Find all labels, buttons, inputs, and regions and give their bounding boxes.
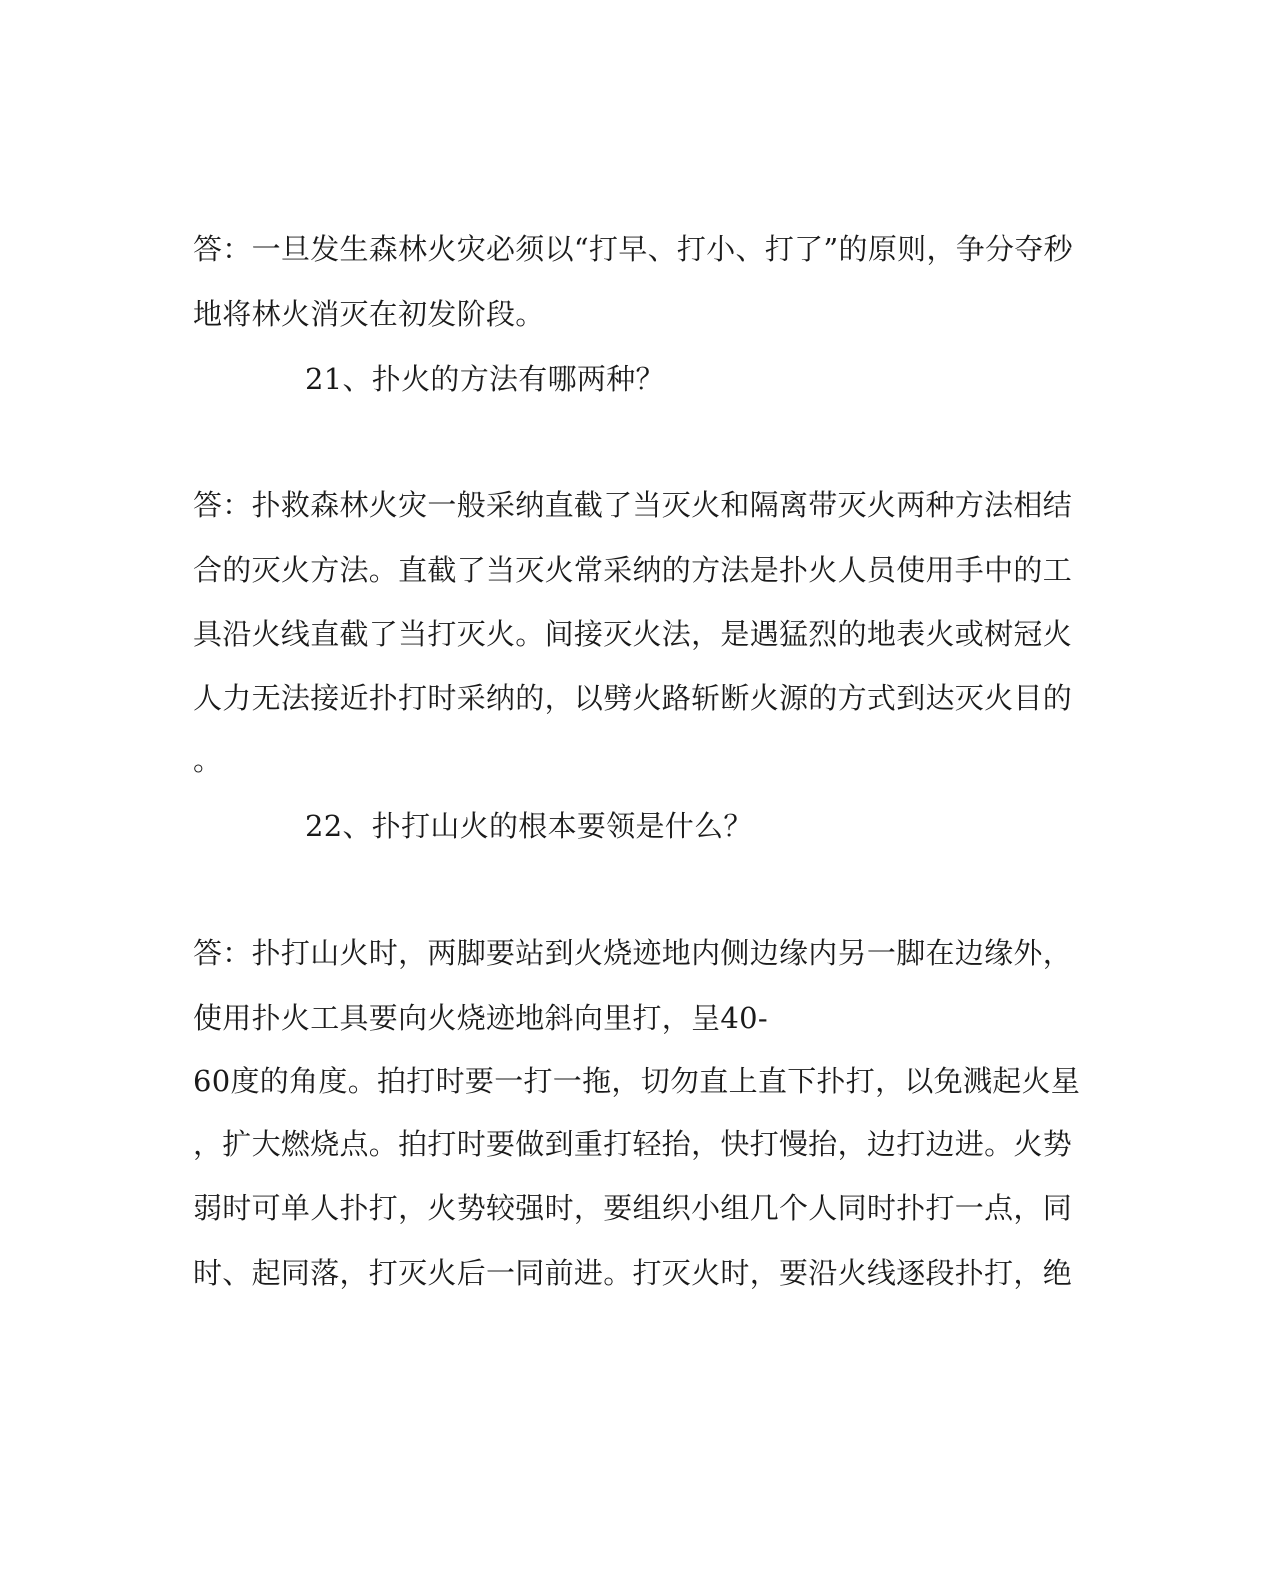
- answer-22-line-3: 60度的角度。拍打时要一打一拖，切勿直上直下扑打，以免溅起火星: [193, 1064, 1081, 1098]
- answer-20-line-2: 地将林火消灭在初发阶段。: [193, 297, 545, 331]
- answer-20-line-1: 答：一旦发生森林火灾必须以“打早、打小、打了”的原则，争分夺秒: [193, 232, 1073, 266]
- answer-21-line-2: 合的灭火方法。直截了当灭火常采纳的方法是扑火人员使用手中的工: [193, 553, 1073, 587]
- answer-22-line-2: 使用扑火工具要向火烧迹地斜向里打，呈40-: [193, 1001, 769, 1035]
- answer-22-line-6: 时、起同落，打灭火后一同前进。打灭火时，要沿火线逐段扑打，绝: [193, 1256, 1073, 1290]
- answer-22-line-1: 答：扑打山火时，两脚要站到火烧迹地内侧边缘内另一脚在边缘外，: [193, 936, 1073, 970]
- answer-22-line-5: 弱时可单人扑打，火势较强时，要组织小组几个人同时扑打一点，同: [193, 1191, 1073, 1225]
- answer-21-line-1: 答：扑救森林火灾一般采纳直截了当灭火和隔离带灭火两种方法相结: [193, 488, 1073, 522]
- question-22: 22、扑打山火的根本要领是什么？: [305, 809, 753, 843]
- answer-21-line-4: 人力无法接近扑打时采纳的，以劈火路斩断火源的方式到达灭火目的: [193, 681, 1073, 715]
- answer-22-line-4: ，扩大燃烧点。拍打时要做到重打轻抬，快打慢抬，边打边进。火势: [193, 1127, 1073, 1161]
- answer-21-line-5: 。: [193, 743, 223, 777]
- question-21: 21、扑火的方法有哪两种？: [305, 362, 665, 396]
- answer-21-line-3: 具沿火线直截了当打灭火。间接灭火法，是遇猛烈的地表火或树冠火: [193, 617, 1073, 651]
